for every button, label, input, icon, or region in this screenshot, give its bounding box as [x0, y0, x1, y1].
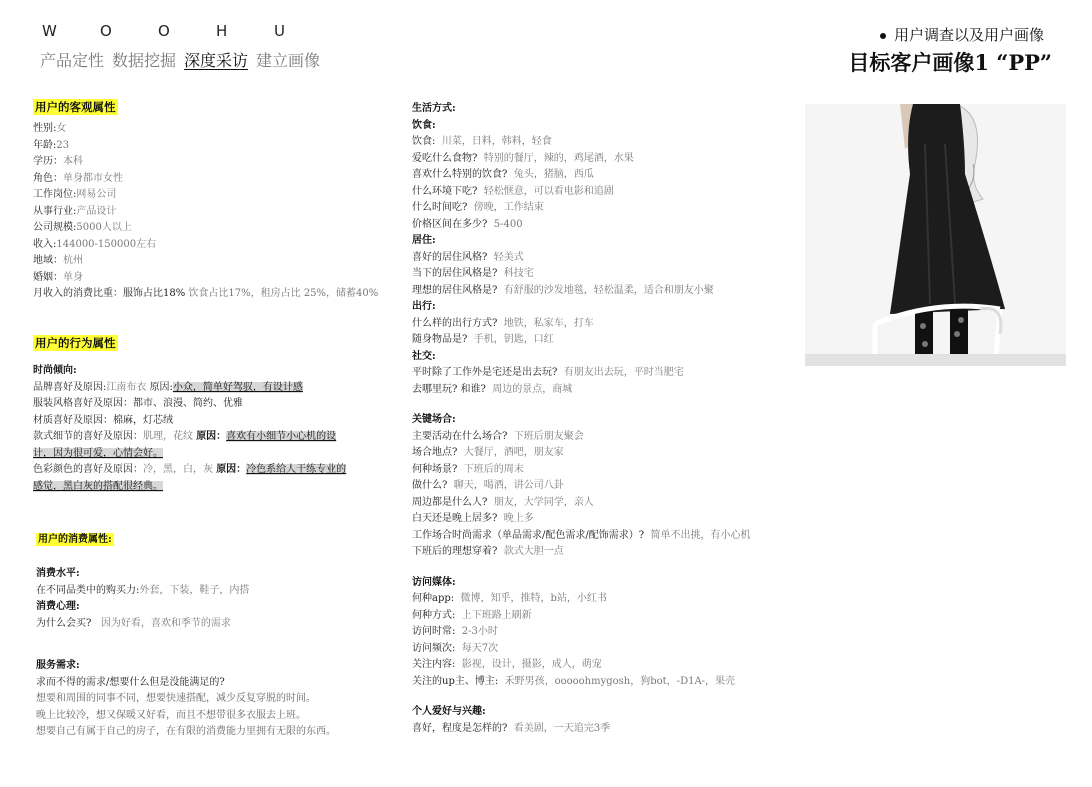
- living-row: 喜好的居住风格? 轻美式: [412, 251, 524, 263]
- media-row: 何种方式: 上下班路上刷新: [412, 609, 532, 621]
- objective-row: 公司规模:5000人以上: [33, 222, 132, 233]
- objective-row: 工作岗位:网易公司: [33, 189, 117, 200]
- brand-letter: H: [216, 22, 228, 40]
- service-line: 想要自己有属于自己的房子，在有限的消费能力里拥有无限的东西。: [36, 726, 336, 737]
- nav-item-persona[interactable]: 建立画像: [256, 51, 321, 70]
- living-row: 当下的居住风格是? 科技宅: [412, 268, 534, 279]
- social-row: 平时除了工作外是宅还是出去玩? 有朋友出去玩，平时当肥宅: [412, 367, 684, 378]
- media-row: 关注内容: 影视，设计，摄影，成人，萌宠: [412, 659, 602, 670]
- bullet-icon: [880, 33, 886, 39]
- scene-row: 工作场合时尚需求（单品需求/配色需求/配饰需求）? 简单不出挑，有小心机: [412, 529, 751, 541]
- objective-row: 婚姻：单身: [33, 271, 83, 283]
- scene-row: 场合地点? 大餐厅，酒吧，朋友家: [412, 447, 564, 458]
- service-heading: 服务需求:: [36, 660, 80, 671]
- objective-row: 年龄:23: [33, 139, 70, 151]
- psy-row: 为什么会买? 因为好看，喜欢和季节的需求: [36, 617, 231, 629]
- media-row: 关注的up主、博主: 禾野男孩，ooooohmygosh，狗bot，-D1A-，果壳: [412, 675, 736, 687]
- service-question: 求而不得的需求/想要什么但是没能满足的?: [36, 676, 225, 688]
- brand-logo: [42, 22, 332, 40]
- objective-row: 性别:女: [33, 123, 67, 134]
- media-row: 访问频次: 每天7次: [412, 642, 499, 654]
- brand-letter: O: [100, 22, 112, 40]
- scene-row: 周边都是什么人? 朋友，大学同学，亲人: [412, 496, 594, 508]
- service-section: [36, 658, 336, 741]
- service-line: 想要和周围的同事不同，想要快速搭配，减少反复穿脱的时间。: [36, 693, 316, 704]
- food-row: 饮食: 川菜，日料，韩料，轻食: [412, 136, 552, 147]
- objective-row: 从事行业:产品设计: [33, 205, 117, 217]
- social-row: 去哪里玩? 和谁? 周边的景点，商城: [412, 383, 573, 395]
- page-title: 目标客户画像1 “PP”: [848, 50, 1052, 75]
- sub-heading: 出行:: [412, 301, 436, 312]
- objective-row: 角色：单身都市女性: [33, 172, 123, 184]
- consume-section: [36, 527, 249, 632]
- travel-row: 随身物品是? 手机，钥匙，口红: [412, 334, 554, 345]
- section-title: 用户的客观属性: [35, 100, 116, 114]
- brand-letter: U: [274, 22, 285, 40]
- scene-row: 何种场景? 下班后的周末: [412, 463, 524, 475]
- objective-section: [33, 96, 378, 303]
- sub-heading: 关键场合:: [412, 414, 456, 425]
- nav-item-interview[interactable]: 深度采访: [184, 51, 249, 70]
- media-row: 访问时常: 2-3小时: [412, 626, 498, 637]
- hobby-row: 喜好，程度是怎样的? 看美剧，一天追完3季: [412, 722, 611, 734]
- section-title: 用户的行为属性: [35, 336, 116, 350]
- persona-photo: [805, 104, 1066, 366]
- sub-heading: 个人爱好与兴趣:: [412, 706, 486, 717]
- scene-row: 白天还是晚上居多? 晚上多: [412, 513, 534, 524]
- sub-heading: 社交:: [412, 350, 436, 362]
- objective-row: 月收入的消费比重：服饰占比18% 饮食占比17%，租房占比 25%，储蓄40%: [33, 288, 379, 299]
- psy-heading: 消费心理:: [36, 601, 80, 612]
- sub-heading: 饮食:: [412, 119, 436, 131]
- food-row: 价格区间在多少? 5-400: [412, 218, 523, 230]
- behavior-section: [33, 332, 346, 495]
- food-row: 爱吃什么食物? 特别的餐厅，辣的，鸡尾酒，水果: [412, 152, 634, 164]
- brand-row: 品牌喜好及原因:江南布衣 原因:小众，简单好驾驭，有设计感: [33, 381, 303, 393]
- objective-row: 地域：杭州: [33, 255, 83, 266]
- service-line: 晚上比较冷，想又保暖又好看，而且不想带很多衣服去上班。: [36, 709, 306, 721]
- material-row: 材质喜好及原因：棉麻，灯芯绒: [33, 414, 173, 426]
- fashion-heading: 时尚倾向:: [33, 365, 77, 376]
- color-row-cont: 感觉，黑白灰的搭配很经典。: [33, 480, 163, 492]
- travel-row: 什么样的出行方式? 地铁，私家车，打车: [412, 317, 594, 329]
- scene-row: 做什么? 聊天，喝酒，讲公司八卦: [412, 480, 564, 491]
- lifestyle-section: [412, 101, 750, 737]
- scene-row: 主要活动在什么场合? 下班后朋友聚会: [412, 430, 584, 442]
- objective-row: 学历：本科: [33, 156, 83, 167]
- scene-row: 下班后的理想穿着? 款式大胆一点: [412, 546, 564, 557]
- page-subtitle: 用户调查以及用户画像: [880, 24, 1044, 45]
- nav-item-positioning[interactable]: 产品定性: [40, 51, 105, 70]
- brand-letter: W: [42, 22, 57, 40]
- food-row: 喜欢什么特别的饮食? 兔头，猪脑，西瓜: [412, 169, 594, 180]
- food-row: 什么环境下吃? 轻松惬意，可以看电影和追剧: [412, 185, 614, 197]
- sub-heading: 生活方式:: [412, 103, 456, 114]
- media-row: 何种app: 微博，知乎，推特，b站，小红书: [412, 593, 607, 604]
- brand-letter: O: [158, 22, 170, 40]
- level-row: 在不同品类中的购买力:外套，下装，鞋子，内搭: [36, 584, 250, 596]
- level-heading: 消费水平:: [36, 568, 80, 579]
- nav-item-data-mining[interactable]: 数据挖掘: [112, 51, 177, 70]
- section-title: 用户的消费属性:: [38, 534, 112, 545]
- top-nav: [40, 48, 328, 71]
- food-row: 什么时间吃? 傍晚，工作结束: [412, 202, 544, 213]
- detail-row-cont: 计，因为很可爱，心情会好。: [33, 447, 163, 459]
- living-row: 理想的居住风格是? 有舒服的沙发地毯，轻松温柔，适合和朋友小聚: [412, 284, 714, 296]
- objective-row: 收入:144000-150000左右: [33, 238, 157, 250]
- detail-row: 款式细节的喜好及原因：肌理，花纹 原因：喜欢有小细节小心机的设: [33, 431, 337, 442]
- sub-heading: 访问媒体:: [412, 576, 456, 588]
- sub-heading: 居住:: [412, 235, 436, 246]
- style-row: 服装风格喜好及原因：都市、浪漫、简约、优雅: [33, 398, 243, 409]
- color-row: 色彩颜色的喜好及原因：冷，黑，白，灰 原因：冷色系给人干练专业的: [33, 464, 347, 475]
